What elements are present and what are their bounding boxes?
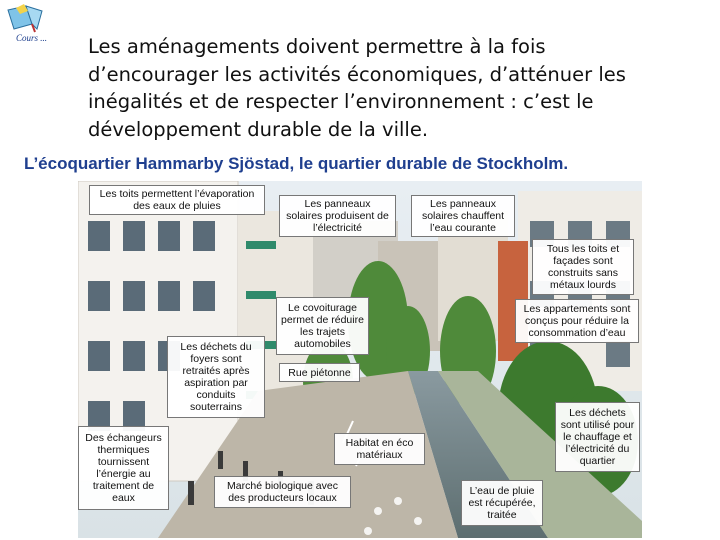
intro-paragraph <box>88 33 688 143</box>
label-dechets-chauffage: Les déchets sont utilisé pour le chauffage et l’électricité du quartier <box>555 402 640 472</box>
label-panneaux-eau: Les panneaux solaires chauffent l’eau courante <box>411 195 515 237</box>
intro-line: Les aménagements doivent permettre à la fois <box>88 35 546 58</box>
ecoquartier-photo <box>78 181 642 538</box>
intro-line: d’encourager les activités économiques, d’atténuer les <box>88 62 626 86</box>
label-toits-evaporation: Les toits permettent l’évaporation des eaux de pluies <box>89 185 265 215</box>
intro-line: inégalités et de respecter l’environnement : c’est le <box>88 90 594 113</box>
intro-line: développement durable de la ville. <box>88 117 429 141</box>
book-logo-icon <box>2 2 60 46</box>
label-dechets-foyers: Les déchets du foyers sont retraités après aspiration par conduits souterrains <box>167 336 265 418</box>
label-panneaux-electricite: Les panneaux solaires produisent de l’électricité <box>279 195 396 237</box>
label-echangeurs: Des échangeurs thermiques tournissent l’énergie au traitement de eaux <box>78 426 169 510</box>
label-eau-pluie: L’eau de pluie est récupérée, traitée <box>461 480 543 526</box>
label-covoiturage: Le covoiturage permet de réduire les trajets automobiles <box>276 297 369 355</box>
label-marche-bio: Marché biologique avec des producteurs locaux <box>214 476 351 508</box>
label-toits-facades: Tous les toits et façades sont construits sans métaux lourds <box>532 239 634 295</box>
svg-text:Cours ...: Cours ... <box>16 33 48 43</box>
label-rue-pietonne: Rue piétonne <box>279 363 360 382</box>
photo-caption: L’écoquartier Hammarby Sjöstad, le quartier durable de Stockholm. <box>24 154 569 173</box>
course-logo <box>2 2 60 46</box>
label-habitat-eco: Habitat en éco matériaux <box>334 433 425 465</box>
label-appartements: Les appartements sont conçus pour réduire la consommation d’eau <box>515 299 639 343</box>
